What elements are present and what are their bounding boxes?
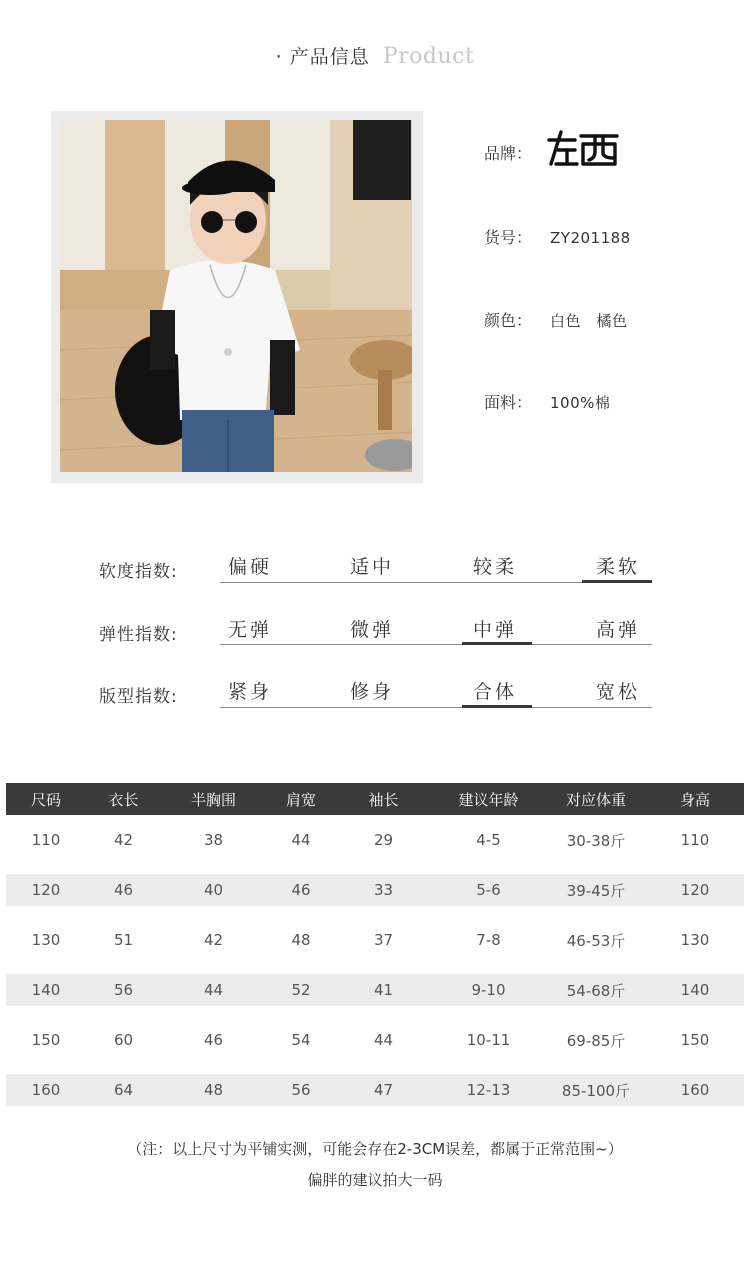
table-cell: 41 xyxy=(373,981,394,999)
index-option: 宽松 xyxy=(596,681,641,703)
color-label: 颜色： xyxy=(484,311,533,330)
table-cell: 46 xyxy=(291,881,311,899)
brand-logo-mark xyxy=(545,128,621,168)
table-cell: 4-5 xyxy=(476,831,501,849)
brand-logo xyxy=(545,128,621,172)
table-cell: 69-85斤 xyxy=(566,1031,626,1050)
index-option: 适中 xyxy=(350,556,395,578)
table-cell: 51 xyxy=(113,931,134,949)
index-label: 版型指数: xyxy=(99,687,178,707)
table-header-cell: 对应体重 xyxy=(565,790,626,809)
table-cell: 150 xyxy=(680,1031,710,1049)
table-cell: 150 xyxy=(31,1031,61,1049)
table-cell: 44 xyxy=(373,1031,394,1049)
brand-label: 品牌： xyxy=(484,144,533,163)
table-cell: 140 xyxy=(680,981,710,999)
index-selected-marker xyxy=(462,642,532,645)
table-header-cell: 肩宽 xyxy=(285,790,316,809)
table-cell: 38 xyxy=(203,831,224,849)
size-note: （注：以上尺寸为平铺实测，可能会存在2-3CM误差，都属于正常范围~） xyxy=(127,1140,623,1158)
table-cell: 10-11 xyxy=(466,1031,511,1049)
info-color xyxy=(484,308,628,331)
index-label: 软度指数: xyxy=(99,562,178,582)
table-cell: 140 xyxy=(31,981,61,999)
table-cell: 12-13 xyxy=(466,1081,511,1099)
table-cell: 85-100斤 xyxy=(561,1081,631,1100)
info-brand xyxy=(484,141,550,164)
table-header-row xyxy=(6,783,744,815)
table-cell: 7-8 xyxy=(476,931,501,949)
index-option: 紧身 xyxy=(228,681,273,703)
table-cell: 130 xyxy=(680,931,710,949)
table-cell: 56 xyxy=(113,981,134,999)
table-cell: 44 xyxy=(203,981,224,999)
table-cell: 110 xyxy=(680,831,710,849)
table-header-cell: 尺码 xyxy=(30,790,61,809)
table-cell: 46-53斤 xyxy=(566,931,626,950)
size-table xyxy=(6,783,744,1115)
table-header-cell: 建议年龄 xyxy=(458,790,519,809)
table-row xyxy=(6,1015,744,1065)
table-row xyxy=(6,1074,744,1106)
info-sku xyxy=(484,225,631,248)
table-cell: 33 xyxy=(373,881,394,899)
table-cell: 120 xyxy=(680,881,710,899)
table-cell: 40 xyxy=(203,881,224,899)
table-body xyxy=(6,815,744,1106)
table-cell: 47 xyxy=(373,1081,394,1099)
table-header-cell: 衣长 xyxy=(108,790,139,809)
table-row xyxy=(6,915,744,965)
index-selected-marker xyxy=(462,705,532,708)
size-advice: 偏胖的建议拍大一码 xyxy=(307,1171,443,1189)
index-option-selected: 合体 xyxy=(473,681,518,703)
index-option: 较柔 xyxy=(473,556,518,578)
table-cell: 9-10 xyxy=(471,981,506,999)
table-cell: 54-68斤 xyxy=(566,981,626,1000)
product-photo xyxy=(60,120,412,472)
table-cell: 30-38斤 xyxy=(566,831,626,850)
table-cell: 29 xyxy=(373,831,394,849)
table-cell: 44 xyxy=(291,831,311,849)
table-cell: 42 xyxy=(203,931,224,949)
fabric-value: 100%棉 xyxy=(550,394,611,412)
table-cell: 5-6 xyxy=(476,881,501,899)
info-fabric xyxy=(484,390,610,413)
product-photo-frame xyxy=(51,111,423,483)
table-row xyxy=(6,815,744,865)
table-header-cell: 袖长 xyxy=(368,790,399,809)
sku-value: ZY201188 xyxy=(550,229,631,247)
table-cell: 56 xyxy=(291,1081,311,1099)
table-cell: 120 xyxy=(31,881,61,899)
color-value: 白色 橘色 xyxy=(550,312,628,330)
table-cell: 48 xyxy=(203,1081,224,1099)
section-header xyxy=(0,42,750,69)
table-cell: 60 xyxy=(113,1031,134,1049)
fabric-label: 面料： xyxy=(484,393,533,412)
index-option: 修身 xyxy=(350,681,395,703)
table-cell: 37 xyxy=(373,931,394,949)
table-cell: 42 xyxy=(113,831,134,849)
section-title-en: Product xyxy=(382,44,475,69)
index-selected-marker xyxy=(582,580,652,583)
table-cell: 46 xyxy=(113,881,134,899)
table-cell: 110 xyxy=(31,831,61,849)
index-label: 弹性指数: xyxy=(99,625,178,645)
sku-label: 货号： xyxy=(484,228,533,247)
table-row xyxy=(6,874,744,906)
table-cell: 64 xyxy=(113,1081,134,1099)
section-title: · 产品信息 xyxy=(275,46,370,68)
product-photo-illustration xyxy=(60,120,412,472)
table-cell: 54 xyxy=(291,1031,311,1049)
table-cell: 160 xyxy=(31,1081,61,1099)
table-cell: 39-45斤 xyxy=(566,881,626,900)
table-cell: 52 xyxy=(291,981,311,999)
table-header-cell: 半胸围 xyxy=(190,790,236,809)
table-cell: 46 xyxy=(203,1031,224,1049)
index-scale-line xyxy=(220,644,652,645)
index-option: 高弹 xyxy=(596,619,641,641)
table-cell: 130 xyxy=(31,931,61,949)
table-cell: 48 xyxy=(291,931,311,949)
table-row xyxy=(6,974,744,1006)
index-option-selected: 中弹 xyxy=(473,619,518,641)
table-header-cell: 身高 xyxy=(679,790,710,809)
index-option: 无弹 xyxy=(228,619,273,641)
index-scale-line xyxy=(220,707,652,708)
index-option-selected: 柔软 xyxy=(596,556,641,578)
index-option: 偏硬 xyxy=(228,556,273,578)
index-option: 微弹 xyxy=(350,619,395,641)
table-cell: 160 xyxy=(680,1081,710,1099)
